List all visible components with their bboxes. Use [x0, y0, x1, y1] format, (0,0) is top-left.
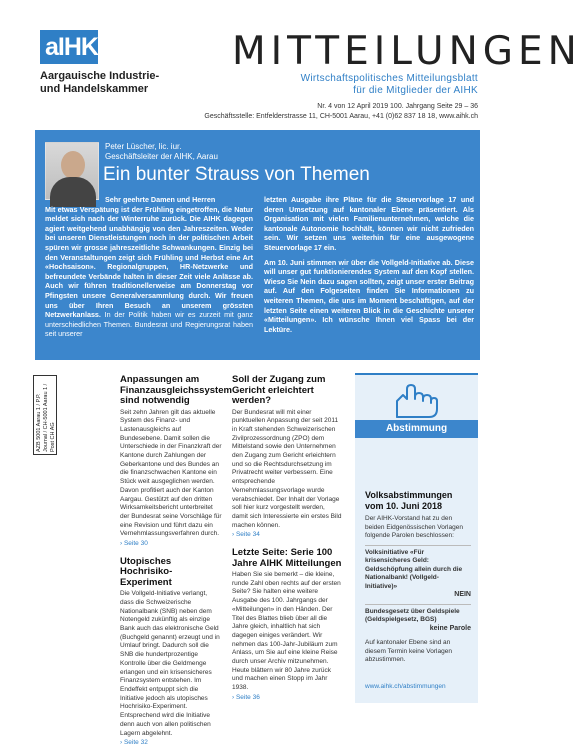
- org-name-line2: und Handelskammer: [40, 83, 149, 95]
- abstimmung-link[interactable]: www.aihk.ch/abstimmungen: [365, 683, 446, 690]
- article-column-middle: [232, 375, 342, 711]
- subtitle-line2: für die Mitglieder der AIHK: [353, 85, 478, 96]
- article-vollgeld: [120, 557, 222, 748]
- lead-article: [35, 130, 480, 360]
- lead-col1-bold: Mit etwas Verspätung ist der Frühling eingetroffen, die Natur meldet sich nach der Winterruhe zurück. Die AIHK dagegen agiert weitgehend unabhängig von den Jahreszeiten. Weder bei unseren Dienstleistungen noch in der politischen Arbeit spüren wir grosse jahreszeitliche Schwankungen. Einzig bei den Veranstaltungen zeigt sich Frühling und Herbst eine Art «Hochsaison». Regionalgruppen, HR-Netzwerke und befreundete Verbände halten in dieser Zeit viele Anlässe ab. Auch wir führen traditionellerweise am Donnerstag vor Pfingsten unsere Generalversammlung durch. Wir freuen uns über Ihren Besuch an unserem grössten Netzwerkanlass.: [45, 204, 253, 320]
- lead-col2-paragraph-2: Am 10. Juni stimmen wir über die Vollgeld-Initiative ab. Diese will unser gut funktionierendes System auf den Kopf stellen. Wieso Sie Nein dazu sagen sollten, zeigt unser erster Beitrag auf. Auf den Folgeseiten finden Sie Informationen zu weiteren Themen, die uns im Moment beschäftigen, auf der letzten Seite einen weiteren Blick in die Geschichte unserer «Mitteilungen». Ich wünsche Ihnen viel Spass bei der Lektüre.: [264, 257, 474, 334]
- photo-head: [61, 151, 85, 179]
- office-address: Geschäftsstelle: Entfelderstrasse 11, CH-5001 Aarau, +41 (0)62 837 18 18, www.aihk.ch: [204, 113, 478, 120]
- article-zpo: [232, 375, 342, 540]
- masthead-subtitle: [268, 73, 478, 97]
- article-letzte-seite: [232, 548, 342, 703]
- aihk-logo: [40, 30, 98, 64]
- page-reference-link[interactable]: › Seite 36: [232, 693, 260, 701]
- author-role: Geschäftsleiter der AIHK, Aarau: [105, 152, 218, 161]
- article-body: Haben Sie sie bemerkt – die kleine, runde Zahl oben rechts auf der ersten Seite? Sie halten eine weitere Ausgabe des 100. Jahrgangs der «Mitteilungen» in den Händen. Der Titel des Blattes blieb über all die Jahre gleich, inhaltlich hat sich dagegen einiges verändert. Wir nehmen das 100-Jahr-Jubiläum zum Anlass, um Sie auf eine kleine Reise durch unser Archiv mitzunehmen. Heute blättern wir 80 Jahre zurück und machen einen Stopp im Jahr 1938.: [232, 571, 341, 692]
- org-name-line1: Aargauische Industrie-: [40, 70, 160, 82]
- issue-info: Nr. 4 von 12 April 2019 100. Jahrgang Seite 29 – 36: [317, 103, 478, 110]
- page-reference-link[interactable]: › Seite 30: [120, 540, 148, 548]
- postal-stamp: AZB 5001 Aarau 1 / P.P. Journal / CH-5001 Aarau 1 / Post CH AG: [33, 375, 57, 455]
- article-title: Utopisches Hochrisiko-Experiment: [120, 555, 173, 588]
- lead-column-2: [264, 195, 474, 339]
- abstimmung-item: [365, 604, 471, 634]
- voting-hand-icon: [383, 381, 453, 419]
- abstimmung-band: Abstimmung: [355, 420, 478, 438]
- abstimmung-item-label: Volksinitiative «Für krisensicheres Geld: Geldschöpfung allein durch die Nationalbank! (Vollgeld-Initiative)»: [365, 548, 463, 590]
- abstimmung-box: [355, 373, 478, 703]
- abstimmung-item: [365, 545, 471, 600]
- article-body: Die Vollgeld-Initiative verlangt, dass die Schweizerische Nationalbank (SNB) neben dem Notengeld zukünftig als einzige Bank auch das elektronische Geld (Buchgeld genannt) erzeugt und in Umlauf bringt. Dadurch soll die SNB die hundertprozentige Kontrolle über die Geldmenge erlangen und ein krisensicheres Finanzsystem entstehen. Im Endeffekt entpuppt sich die Initiative jedoch als utopisches Hochrisiko-Experiment. Entsprechend wird die Initiative denn auch von allen politischen Lagern abgelehnt.: [120, 590, 220, 737]
- article-body: Der Bundesrat will mit einer punktuellen Anpassung der seit 2011 in Kraft stehenden Schweizerischen Zivilprozessordnung (ZPO) dem Mittelstand sowie den Unternehmen den Zugang zum Gericht erleichtern und so die Rechtsdurchsetzung im Privatrecht weiter verbessern. Eine entsprechende Vernehmlassungsvorlage wurde verabschiedet. Der Inhalt der Vorlage soll hier kurz vorgestellt werden, damit sich Interessierte ein erstes Bild machen können.: [232, 408, 342, 529]
- lead-greeting: Sehr geehrte Damen und Herren: [105, 195, 216, 204]
- abstimmung-recommendation: keine Parole: [429, 624, 471, 632]
- subtitle-line1: Wirtschaftspolitisches Mitteilungsblatt: [300, 73, 478, 84]
- abstimmung-heading: Volksabstimmungen vom 10. Juni 2018: [365, 490, 453, 511]
- logo-mark-text: aIHK: [45, 33, 98, 61]
- abstimmung-recommendation: NEIN: [454, 591, 471, 598]
- article-title: Letzte Seite: Serie 100 Jahre AIHK Mitteilungen: [232, 547, 342, 569]
- article-title: Soll der Zugang zum Gericht erleichtert werden?: [232, 374, 326, 406]
- lead-col1-normal: In der Politik haben wir es zurzeit mit ganz unterschiedlichen Themen. Bundesrat und Regierungsrat haben seit unserer: [45, 310, 253, 339]
- lead-column-1: [45, 195, 253, 339]
- author-photo: [45, 142, 99, 200]
- article-body: Seit zehn Jahren gilt das aktuelle System des Finanz- und Lastenausgleichs auf Bundesebene. Damit sollen die Unterschiede in der Finanzkraft der Kantone durch Zahlungen der Geberkantone und des Bundes an die finanzschwachen Kantone ein Stück weit ausgeglichen werden. Davon profitiert auch der Kanton Aargau. Gestützt auf den dritten Wirksamkeitsbericht unterbreitet der Bundesrat seine Vorschläge für eine Revision und führt dazu ein Vernehmlassungsverfahren durch.: [120, 408, 222, 538]
- masthead-title: MITTEILUNGEN: [232, 29, 582, 74]
- page-reference-link[interactable]: › Seite 34: [232, 531, 260, 539]
- lead-col2-paragraph-1: letzten Ausgabe ihre Pläne für die Steuervorlage 17 und deren Umsetzung auf kantonaler Ebene präsentiert. Als Organisation mit vielen Familienunternehmen, welche die kantonale Autonomie hochhält, können wir nicht zufrieden sein. Wir setzen uns weiterhin für eine ausgewogene Steuervorlage 17 ein.: [264, 195, 474, 252]
- article-title: Anpassungen am Finanzausgleichssystem sind notwendig: [120, 374, 232, 406]
- org-name: [40, 70, 200, 96]
- page-reference-link[interactable]: › Seite 32: [120, 739, 148, 747]
- article-finanzausgleich: [120, 374, 232, 549]
- author-name: Peter Lüscher, lic. iur.: [105, 142, 182, 151]
- article-column-left: [120, 374, 232, 756]
- abstimmung-intro: Der AIHK-Vorstand hat zu den beiden Eidgenössischen Vorlagen folgende Parolen beschlossen:: [365, 515, 463, 539]
- abstimmung-item-label: Bundesgesetz über Geldspiele (Geldspielgesetz, BGS): [365, 607, 460, 623]
- abstimmung-footer: Auf kantonaler Ebene sind an diesem Termin keine Vorlagen abzustimmen.: [365, 639, 452, 663]
- author-byline: [105, 142, 218, 162]
- abstimmung-content: [365, 490, 471, 665]
- lead-headline: Ein bunter Strauss von Themen: [103, 164, 370, 185]
